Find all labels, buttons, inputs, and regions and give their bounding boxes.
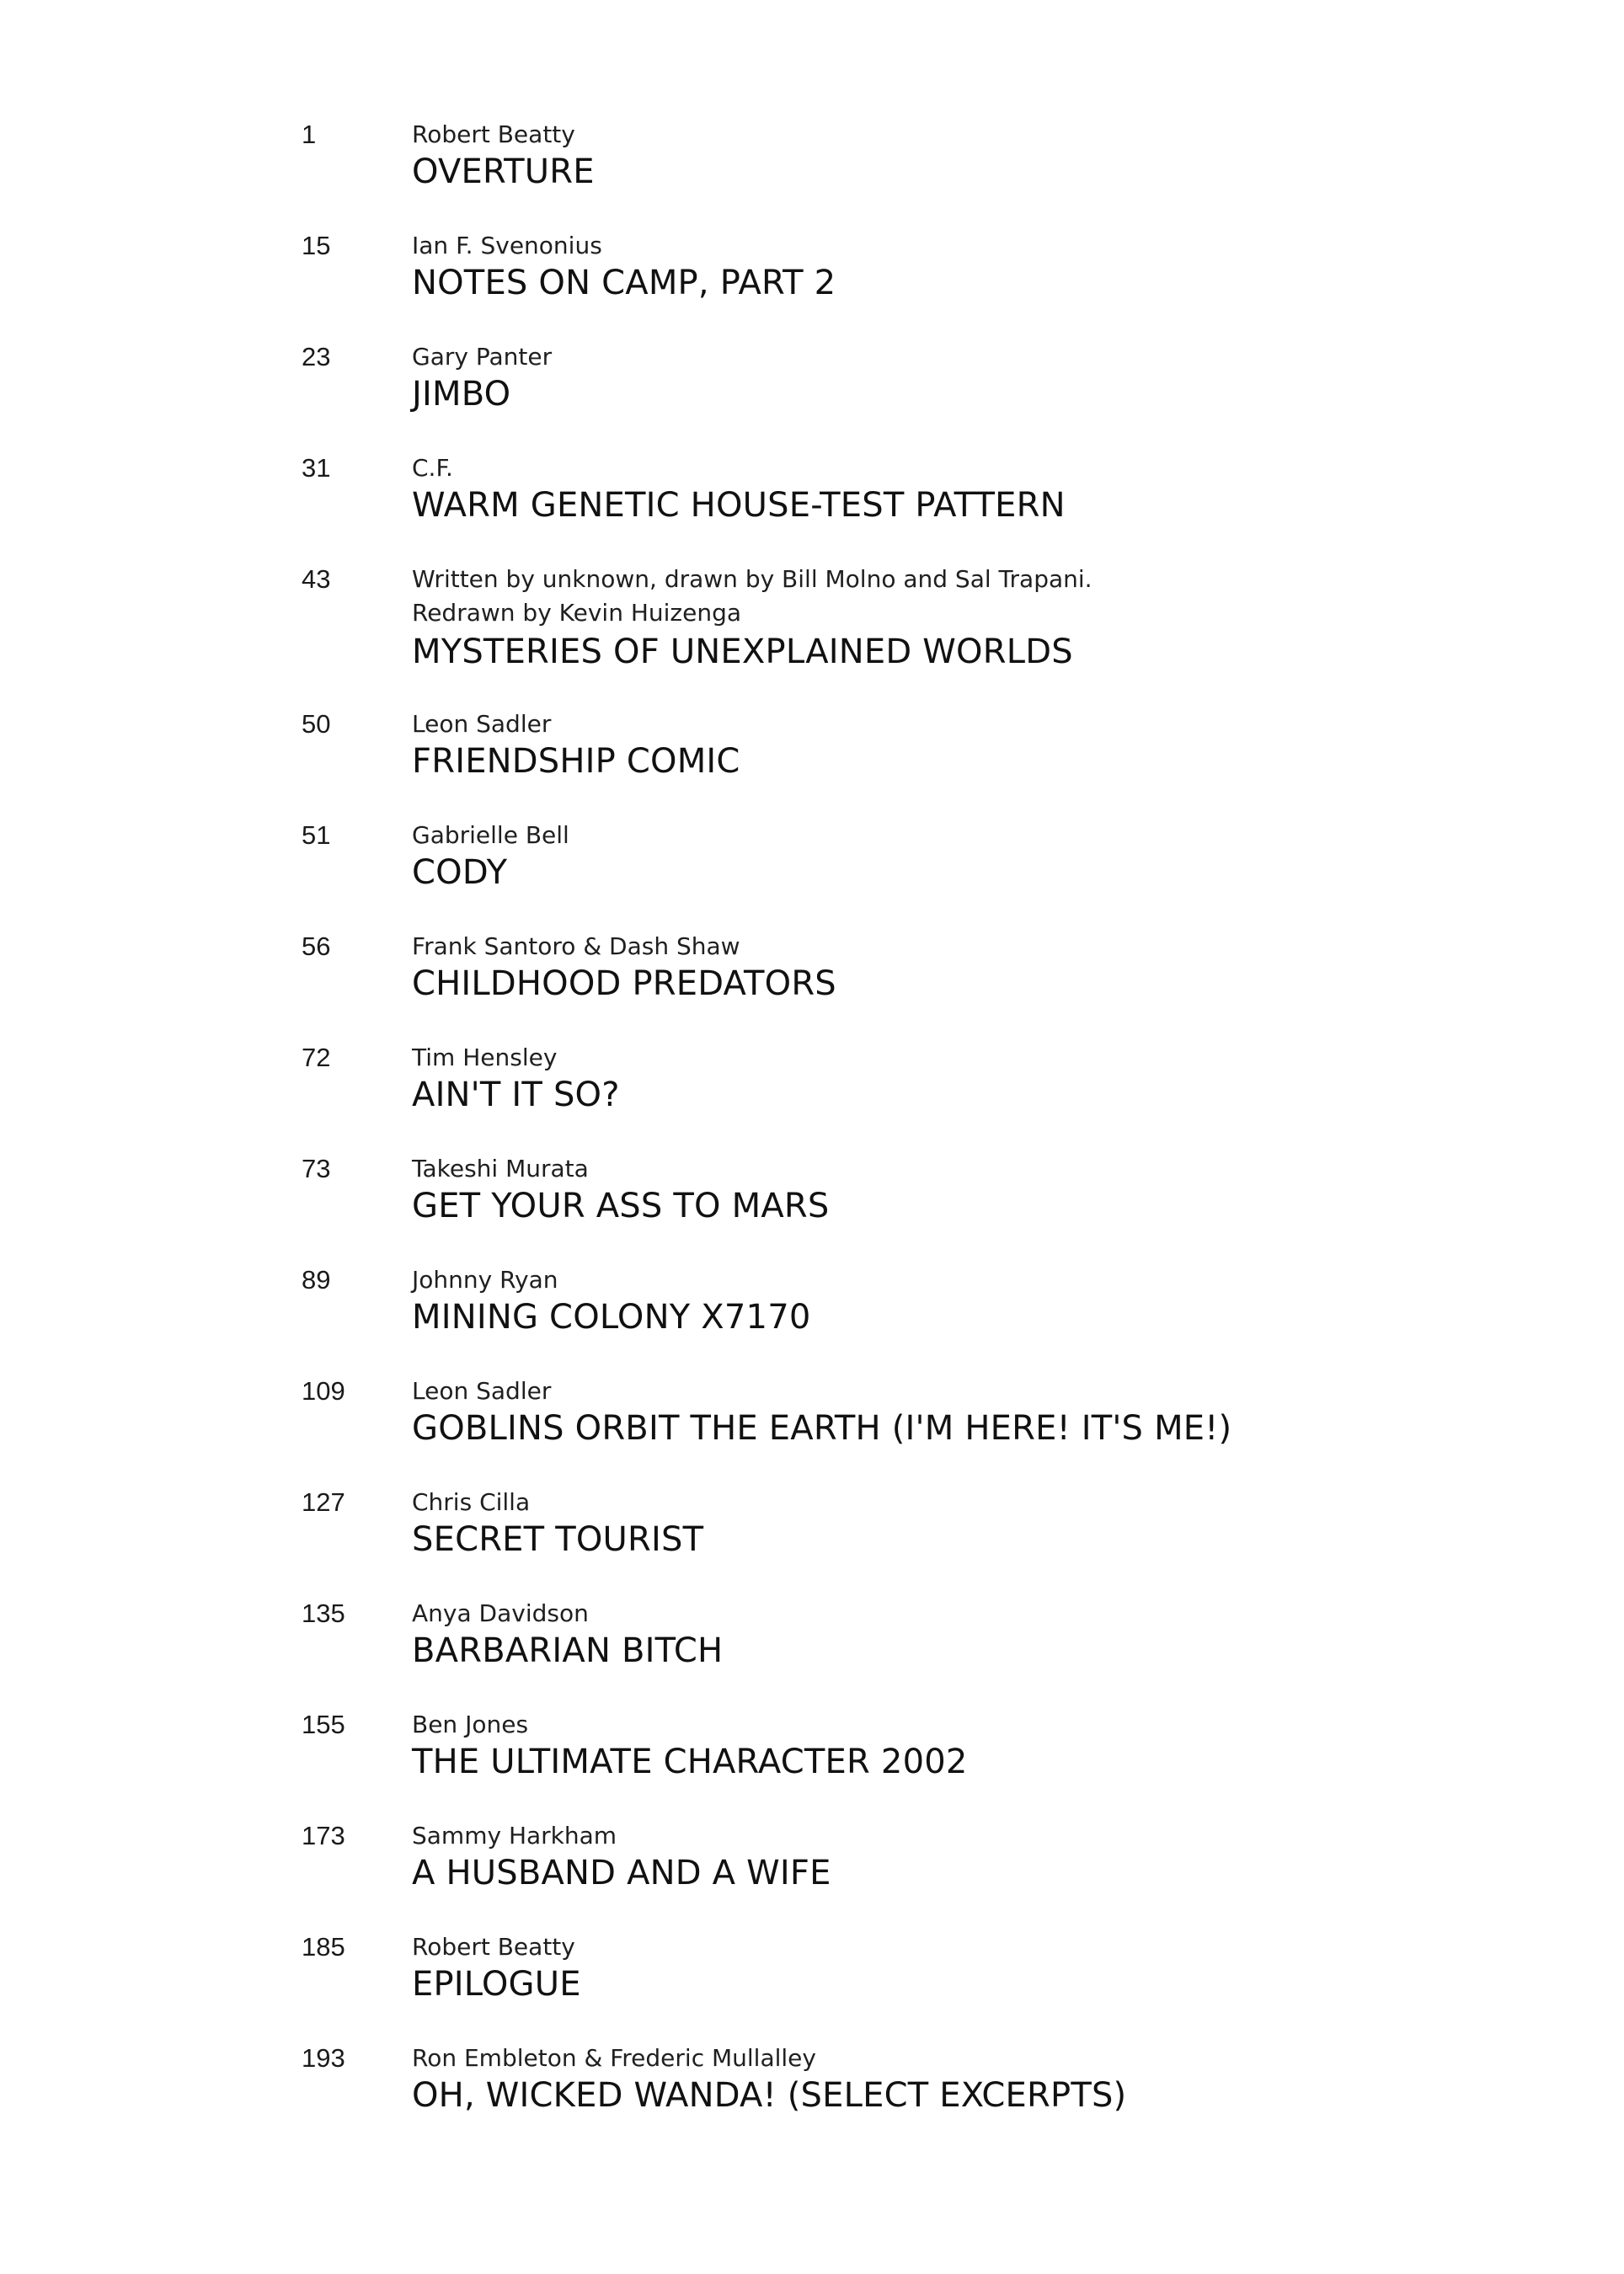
page-number: 135 bbox=[302, 1599, 345, 1628]
page-number: 89 bbox=[302, 1265, 331, 1294]
entry-credit: Robert Beatty bbox=[412, 1933, 575, 1961]
page-number: 15 bbox=[302, 231, 331, 260]
entry-title: THE ULTIMATE CHARACTER 2002 bbox=[412, 1743, 968, 1781]
page-number: 43 bbox=[302, 564, 331, 594]
entry-credit: Ron Embleton & Frederic Mullalley bbox=[412, 2044, 816, 2072]
entry-title: MYSTERIES OF UNEXPLAINED WORLDS bbox=[412, 633, 1073, 671]
page-number: 73 bbox=[302, 1154, 331, 1183]
entry-title: AIN'T IT SO? bbox=[412, 1076, 620, 1114]
page-number: 72 bbox=[302, 1043, 331, 1072]
entry-credit: Chris Cilla bbox=[412, 1488, 531, 1516]
entry-title: NOTES ON CAMP, PART 2 bbox=[412, 264, 836, 302]
entry-title: SECRET TOURIST bbox=[412, 1520, 704, 1559]
page-number: 193 bbox=[302, 2043, 345, 2073]
page-number: 185 bbox=[302, 1932, 345, 1962]
entry-credit: Anya Davidson bbox=[412, 1599, 589, 1627]
entry-credit-line-2: Redrawn by Kevin Huizenga bbox=[412, 599, 742, 627]
entry-credit: Ian F. Svenonius bbox=[412, 232, 602, 259]
entry-credit: Gabrielle Bell bbox=[412, 821, 569, 849]
page-number: 127 bbox=[302, 1487, 345, 1517]
entry-title: OVERTURE bbox=[412, 152, 595, 191]
entry-title: MINING COLONY X7170 bbox=[412, 1298, 811, 1337]
entry-credit: Takeshi Murata bbox=[412, 1155, 589, 1182]
page-number: 155 bbox=[302, 1710, 345, 1739]
entry-title: A HUSBAND AND A WIFE bbox=[412, 1854, 831, 1892]
page-number: 109 bbox=[302, 1376, 345, 1406]
entry-credit: Robert Beatty bbox=[412, 120, 575, 148]
entry-credit: Frank Santoro & Dash Shaw bbox=[412, 932, 740, 960]
page-number: 50 bbox=[302, 709, 331, 739]
page-number: 1 bbox=[302, 120, 317, 149]
entry-title: CODY bbox=[412, 853, 508, 892]
entry-title: EPILOGUE bbox=[412, 1965, 581, 2004]
entry-credit: C.F. bbox=[412, 454, 453, 482]
entry-credit: Gary Panter bbox=[412, 343, 553, 371]
entry-title: FRIENDSHIP COMIC bbox=[412, 742, 740, 781]
entry-credit: Written by unknown, drawn by Bill Molno and Sal Trapani. bbox=[412, 565, 1092, 593]
page-number: 173 bbox=[302, 1821, 345, 1850]
entry-credit: Ben Jones bbox=[412, 1711, 529, 1738]
page-number: 56 bbox=[302, 931, 331, 961]
page-number: 51 bbox=[302, 820, 331, 850]
entry-credit: Tim Hensley bbox=[412, 1044, 558, 1071]
entry-credit: Sammy Harkham bbox=[412, 1822, 617, 1850]
entry-credit: Leon Sadler bbox=[412, 710, 552, 738]
page-number: 31 bbox=[302, 453, 331, 483]
entry-credit: Johnny Ryan bbox=[412, 1266, 558, 1294]
entry-title: WARM GENETIC HOUSE-TEST PATTERN bbox=[412, 486, 1066, 525]
entry-title: OH, WICKED WANDA! (SELECT EXCERPTS) bbox=[412, 2076, 1127, 2115]
page-number: 23 bbox=[302, 342, 331, 371]
entry-title: JIMBO bbox=[412, 375, 511, 414]
entry-title: GOBLINS ORBIT THE EARTH (I'M HERE! IT'S ME!) bbox=[412, 1409, 1232, 1448]
entry-title: GET YOUR ASS TO MARS bbox=[412, 1187, 830, 1225]
entry-credit: Leon Sadler bbox=[412, 1377, 552, 1405]
entry-title: BARBARIAN BITCH bbox=[412, 1631, 724, 1670]
entry-title: CHILDHOOD PREDATORS bbox=[412, 964, 836, 1003]
